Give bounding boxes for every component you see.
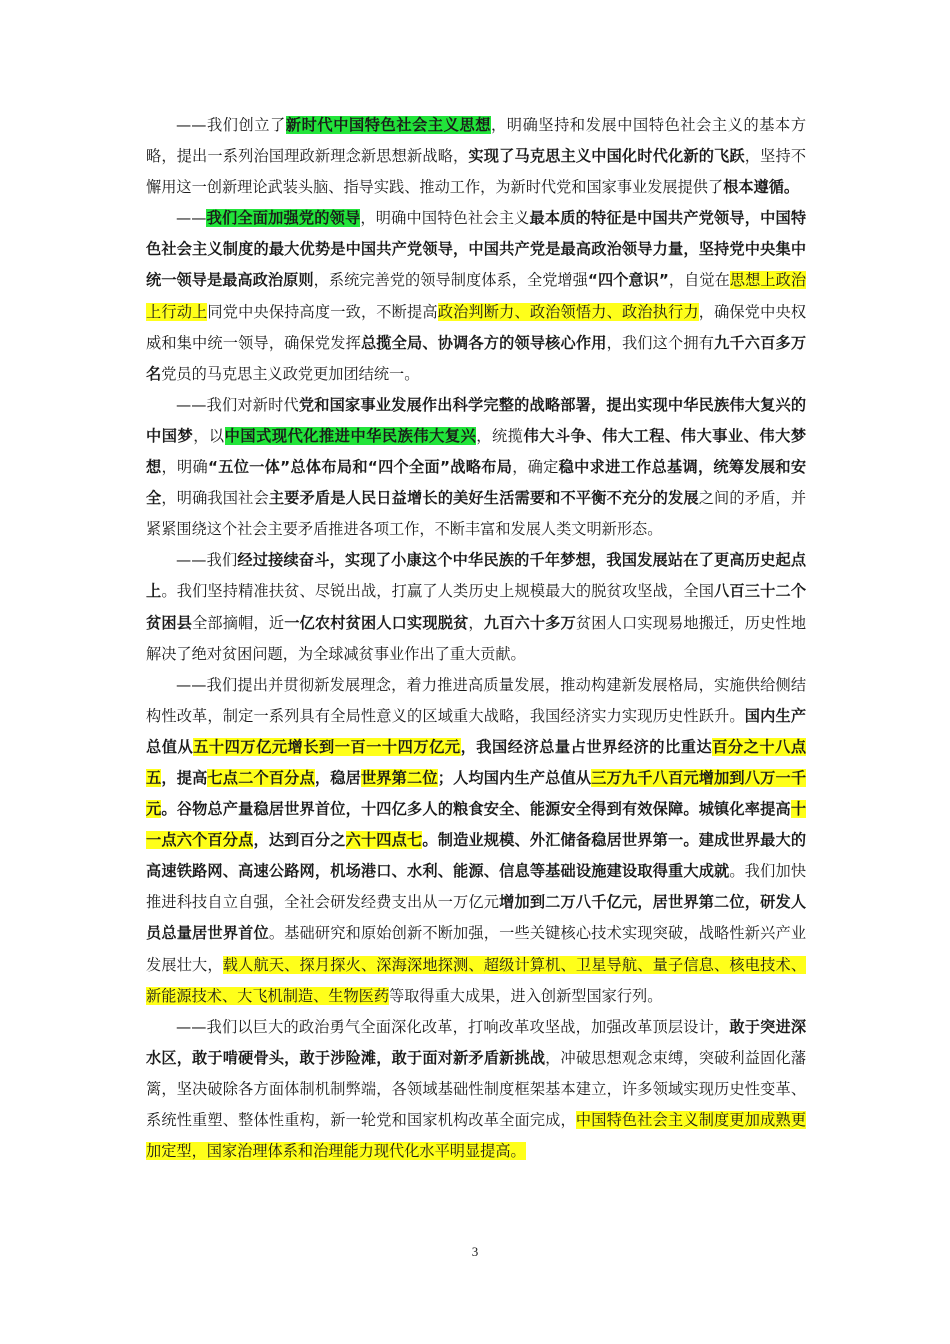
yellow-highlight: 三万九千八百元增加到八万一千元 — [146, 768, 807, 819]
yellow-highlight: 十一点六个百分点 — [146, 800, 807, 850]
text-run: ， — [468, 613, 484, 632]
green-highlight: 我们全面加强党的领导 — [206, 209, 361, 228]
bold-text: ，稳居 — [314, 768, 361, 787]
text-run: 之间的矛盾，并紧紧围绕这个社会主要矛盾推进各项工作，不断丰富和发展人类文明新形态。 — [146, 489, 807, 539]
text-run: ——我们以巨大的政治勇气全面深化改革，打响改革攻坚战，加强改革顶层设计， — [176, 1017, 730, 1036]
bold-text: 经过接续奋斗，实现了小康这个中华民族的千年梦想，我国发展站在了更高历史起点上 — [146, 551, 806, 601]
text-run: 贫困人口实现易地搬迁，历史性地解决了绝对贫困问题，为全球减贫事业作出了重大贡献。 — [146, 613, 807, 663]
bold-text: 九百六十多万 — [483, 613, 576, 632]
bold-text: 实现了马克思主义中国化时代化新的飞跃 — [468, 147, 745, 166]
bold-text: ，我国经济总量占世界经济的比重达 — [460, 737, 713, 756]
yellow-highlight: 中国特色社会主义制度更加成熟更加定型，国家治理体系和治理能力现代化水平明显提高。 — [146, 1111, 807, 1161]
bold-text: “五位一体”总体布局和“四个全面”战略布局 — [207, 458, 513, 477]
bold-text: ，达到百分之 — [253, 831, 346, 850]
paragraph — [146, 390, 806, 545]
page-number: 3 — [471, 1244, 479, 1259]
yellow-highlight: 载人航天、探月探火、深海深地探测、超级计算机、卫星导航、量子信息、核电技术、新能源技术、大飞机制造、生物医药 — [146, 955, 807, 1005]
green-highlight: 新时代中国特色社会主义思想 — [285, 116, 492, 134]
yellow-highlight: 政治判断力、政治领悟力、政治执行力 — [437, 302, 699, 321]
bold-text: 根本遵循。 — [723, 178, 800, 197]
yellow-highlight: 七点二个百分点 — [207, 768, 315, 787]
text-run: ——我们提出并贯彻新发展理念，着力推进高质量发展，推动构建新发展格局，实施供给侧结构性改革，制定一系列具有全局性意义的区域重大战略，我国经济实力实现历史性跃升。 — [146, 675, 806, 725]
bold-text: 九千六百多万名 — [146, 333, 807, 383]
text-run: ——我们创立了 — [176, 116, 286, 134]
text-run: ，我们这个拥有 — [606, 333, 715, 352]
text-run: ，明确中国特色社会主义 — [360, 209, 530, 228]
text-run: ，统揽 — [476, 426, 524, 445]
yellow-highlight: 六十四点七 — [345, 831, 423, 850]
paragraph — [146, 203, 806, 390]
text-run: ——我们对新时代 — [176, 395, 299, 414]
text-run: ，明确坚持和发展中国特色社会主义的基本方略，提出一系列治国理政新理念新思想新战略， — [146, 116, 807, 166]
bold-text: 总揽全局、协调各方的领导核心作用 — [360, 333, 607, 352]
text-run: ，明确 — [161, 458, 208, 477]
yellow-highlight: 五十四万亿元增长到一百一十四万亿元 — [193, 737, 461, 756]
text-run: 全部摘帽，近 — [192, 613, 285, 632]
paragraph — [146, 670, 806, 1012]
bold-text: 增加到二万八千亿元，居世界第二位，研发人员总量居世界首位 — [146, 893, 807, 943]
bold-text: “四个意识” — [587, 271, 669, 290]
document-body — [146, 110, 806, 1167]
bold-text: 伟大斗争、伟大工程、伟大事业、伟大梦想 — [146, 426, 807, 477]
paragraph — [146, 1012, 806, 1167]
text-run: 。我们坚持精准扶贫、尽锐出战，打赢了人类历史上规模最大的脱贫攻坚战，全国 — [161, 582, 715, 601]
text-run: ，自觉在 — [668, 271, 730, 290]
bold-text: 敢于突进深水区，敢于啃硬骨头，敢于涉险滩，敢于面对新矛盾新挑战 — [146, 1017, 806, 1067]
text-run: ——我们 — [176, 551, 238, 570]
bold-text: 最本质的特征是中国共产党领导，中国特色社会主义制度的最大优势是中国共产党领导，中国共产党是最高政治领导力量，坚持党中央集中统一领导是最高政治原则 — [146, 209, 806, 290]
text-run: 同党中央保持高度一致，不断提高 — [207, 302, 438, 321]
text-run: ，系统完善党的领导制度体系，全党增强 — [313, 271, 588, 290]
green-highlight: 中国式现代化推进中华民族伟大复兴 — [224, 426, 477, 445]
bold-text: 稳中求进工作总基调，统筹发展和安全 — [146, 458, 807, 508]
text-run: ，确保党中央权威和集中统一领导，确保党发挥 — [146, 302, 807, 352]
text-run: 等取得重大成果，进入创新型国家行列。 — [389, 986, 663, 1005]
bold-text: 。制造业规模、外汇储备稳居世界第一。建成世界最大的高速铁路网、高速公路网，机场港口、水利、能源、信息等基础设施建设取得重大成就 — [146, 831, 807, 881]
text-run: 。我们加快推进科技自立自强，全社会研发经费支出从一万亿元 — [146, 862, 807, 912]
bold-text: 一亿农村贫困人口实现脱贫 — [284, 613, 469, 632]
bold-text: 国内生产总值从 — [146, 706, 807, 756]
text-run: ，确定 — [512, 458, 559, 477]
yellow-highlight: 世界第二位 — [360, 768, 438, 787]
text-run: ，明确我国社会 — [161, 489, 269, 508]
text-run: —— — [176, 209, 207, 228]
text-run: 党员的马克思主义政党更加团结统一。 — [161, 364, 420, 383]
bold-text: 主要矛盾是人民日益增长的美好生活需要和不平衡不充分的发展 — [268, 489, 699, 508]
text-run: ，坚持不懈用这一创新理论武装头脑、指导实践、推动工作，为新时代党和国家事业发展提供了 — [146, 147, 807, 197]
text-run: 。基础研究和原始创新不断加强，一些关键核心技术实现突破，战略性新兴产业发展壮大， — [146, 924, 807, 974]
bold-text: 。谷物总产量稳居世界首位，十四亿多人的粮食安全、能源安全得到有效保障。城镇化率提高 — [161, 800, 791, 819]
bold-text: 党和国家事业发展作出科学完整的战略部署，提出实现中华民族伟大复兴的中国梦 — [146, 395, 806, 445]
paragraph — [146, 545, 806, 669]
yellow-highlight: 百分之十八点五 — [146, 737, 807, 787]
yellow-highlight: 思想上政治上行动上 — [146, 271, 807, 321]
paragraph — [146, 110, 806, 203]
bold-text: ，提高 — [161, 768, 208, 787]
text-run: ，冲破思想观念束缚，突破利益固化藩篱，坚决破除各方面体制机制弊端，各领域基础性制度框架基本建立，许多领域实现历史性变革、系统性重塑、整体性重构，新一轮党和国家机构改革全面完成， — [146, 1048, 807, 1129]
bold-text: 八百三十二个贫困县 — [146, 582, 807, 632]
text-run: ，以 — [193, 426, 225, 445]
bold-text: ；人均国内生产总值从 — [437, 768, 592, 787]
